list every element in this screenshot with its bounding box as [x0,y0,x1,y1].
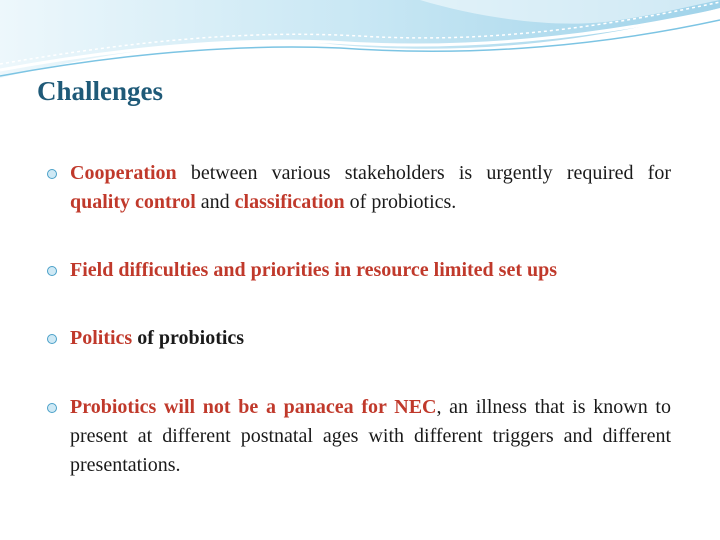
bullet-item-field-difficulties [70,256,671,285]
bullet-item-cooperation [70,159,671,217]
slide-title: Challenges [37,76,164,106]
bullet-dot-icon [47,334,57,344]
text-segment: and [195,191,235,213]
bullet-dot-icon [47,266,57,276]
text-segment: NEC [394,396,437,418]
text-segment: Cooperation [70,162,177,184]
bullet-text [70,396,671,476]
text-segment: , an illness that is known to present at different postnatal ages with different triggers and different presentations. [70,396,671,476]
text-segment: Field difficulties and priorities in resource limited set ups [70,259,558,281]
text-segment: Probiotics will not be a panacea for [70,396,395,418]
bullet-dot-icon [47,169,57,179]
bullet-text [70,162,671,213]
text-segment: Politics [70,327,133,349]
text-segment: between various stakeholders is urgently required for [176,162,671,184]
bullet-dot-icon [47,403,57,413]
text-segment: classification [234,191,345,213]
text-segment: of probiotics. [344,191,457,213]
text-segment: of probiotics [132,327,245,349]
bullet-item-politics [70,324,671,353]
text-segment: quality control [70,191,196,213]
bullet-item-probiotics-nec [70,393,671,480]
